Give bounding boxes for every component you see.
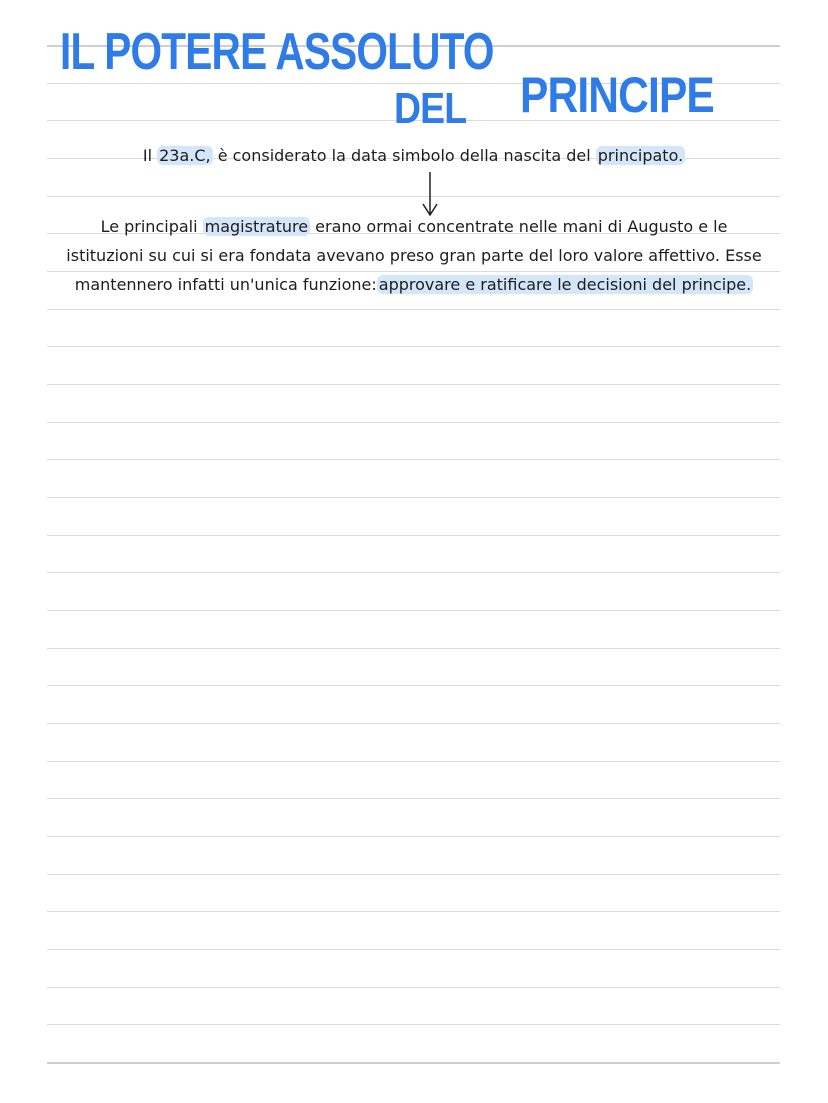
text: Il [142, 146, 158, 165]
ruled-line [47, 610, 780, 611]
text: è considerato la data simbolo della nascita del [212, 146, 596, 165]
ruled-line [47, 346, 780, 347]
ruled-line [47, 459, 780, 460]
text: mantennero infatti un'unica funzione: [74, 275, 377, 294]
paragraph-line-1 [0, 217, 828, 236]
ruled-line [47, 572, 780, 573]
ruled-line [47, 497, 780, 498]
text: erano ormai concentrate nelle mani di Augusto e le [310, 217, 728, 236]
ruled-line [47, 309, 780, 310]
ruled-line [47, 761, 780, 762]
highlighted-phrase: approvare e ratificare le decisioni del principe. [378, 275, 752, 294]
ruled-line [47, 384, 780, 385]
ruled-line [47, 685, 780, 686]
ruled-line [47, 648, 780, 649]
ruled-line [47, 874, 780, 875]
ruled-line [47, 196, 780, 197]
ruled-line [47, 1024, 780, 1025]
text: Le principali [100, 217, 203, 236]
down-arrow-icon [420, 170, 440, 218]
highlighted-date: 23a.C, [159, 146, 211, 165]
ruled-line [47, 798, 780, 799]
ruled-line [47, 535, 780, 536]
ruled-line [47, 987, 780, 988]
title-del: DEL [394, 84, 467, 133]
paragraph-line-3 [0, 275, 828, 294]
title-principe: PRINCIPE [520, 67, 714, 123]
highlighted-term: magistrature [204, 217, 309, 236]
ruled-line [47, 1062, 780, 1064]
ruled-line [47, 271, 780, 272]
ruled-line [47, 723, 780, 724]
highlighted-term: principato. [597, 146, 684, 165]
ruled-line [47, 911, 780, 912]
ruled-line [47, 949, 780, 950]
paragraph-line-2: istituzioni su cui si era fondata avevano preso gran parte del loro valore affettivo. Esse [66, 246, 762, 265]
ruled-line [47, 422, 780, 423]
ruled-line [47, 836, 780, 837]
intro-sentence [0, 146, 828, 165]
title-line-1: IL POTERE ASSOLUTO [60, 23, 494, 81]
